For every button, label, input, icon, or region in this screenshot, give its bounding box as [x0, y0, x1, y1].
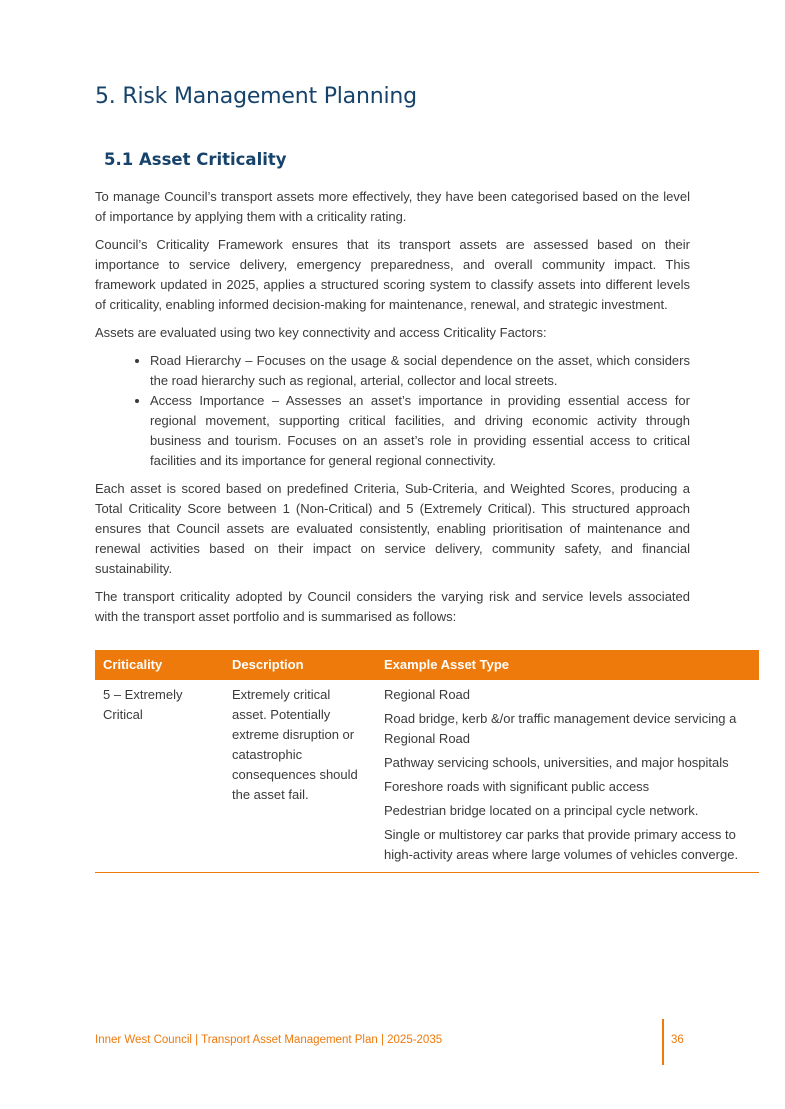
list-item: Pathway servicing schools, universities, and major hospitals: [384, 755, 729, 770]
table-header-row: [95, 650, 759, 680]
criticality-factors-list: [95, 351, 690, 471]
table-header-example: Example Asset Type: [376, 650, 759, 680]
list-item: Regional Road: [384, 687, 471, 702]
subsection-title: 5.1 Asset Criticality: [104, 150, 287, 169]
section-title: 5. Risk Management Planning: [95, 84, 417, 109]
examples-cell: [376, 680, 759, 873]
description-cell: Extremely critical asset. Potentially extreme disruption or catastrophic consequences should the asset fail.: [224, 680, 376, 873]
example-list: [384, 685, 751, 865]
table-row: [95, 680, 759, 873]
table-header-criticality: Criticality: [95, 650, 224, 680]
list-item: Pedestrian bridge located on a principal cycle network.: [384, 803, 699, 818]
list-item: • Road Hierarchy – Focuses on the usage & social dependence on the asset, which considers the road hierarchy such as regional, arterial, collector and local streets.: [150, 351, 690, 391]
table-header-description: Description: [224, 650, 376, 680]
paragraph: Assets are evaluated using two key connectivity and access Criticality Factors:: [95, 325, 547, 340]
list-item: Road bridge, kerb &/or traffic management device servicing a Regional Road: [384, 711, 737, 746]
paragraph: The transport criticality adopted by Council considers the varying risk and service levels associated with the transport asset portfolio and is summarised as follows:: [95, 589, 690, 624]
list-item: • Access Importance – Assesses an asset’s importance in providing essential access for regional movement, supporting critical facilities, and driving economic activity through business and tourism. Focuses on an asset’s role in providing essential access to critical facilities and its importance for general regional connectivity.: [150, 391, 690, 471]
paragraph: Council’s Criticality Framework ensures that its transport assets are assessed based on their importance to service delivery, emergency preparedness, and overall community impact. This framework updated in 2025, applies a structured scoring system to classify assets into different levels of criticality, enabling informed decision-making for maintenance, renewal, and strategic investment.: [95, 237, 690, 312]
footer-divider: [662, 1019, 664, 1065]
list-item: Foreshore roads with significant public access: [384, 779, 650, 794]
page-number: 36: [671, 1034, 684, 1046]
criticality-table: [95, 650, 759, 873]
paragraph: Each asset is scored based on predefined Criteria, Sub-Criteria, and Weighted Scores, producing a Total Criticality Score between 1 (Non-Critical) and 5 (Extremely Critical). This structured approach ensures that Council assets are evaluated consistently, enabling prioritisation of maintenance and renewal activities based on their impact on service delivery, community safety, and financial sustainability.: [95, 481, 690, 576]
paragraph: To manage Council’s transport assets more effectively, they have been categorised based on the level of importance by applying them with a criticality rating.: [95, 189, 690, 224]
criticality-cell: 5 – Extremely Critical: [95, 680, 224, 873]
body-text: [95, 187, 690, 635]
list-item: Single or multistorey car parks that provide primary access to high-activity areas where large volumes of vehicles converge.: [384, 827, 739, 862]
footer-text: Inner West Council | Transport Asset Management Plan | 2025-2035: [95, 1034, 443, 1046]
